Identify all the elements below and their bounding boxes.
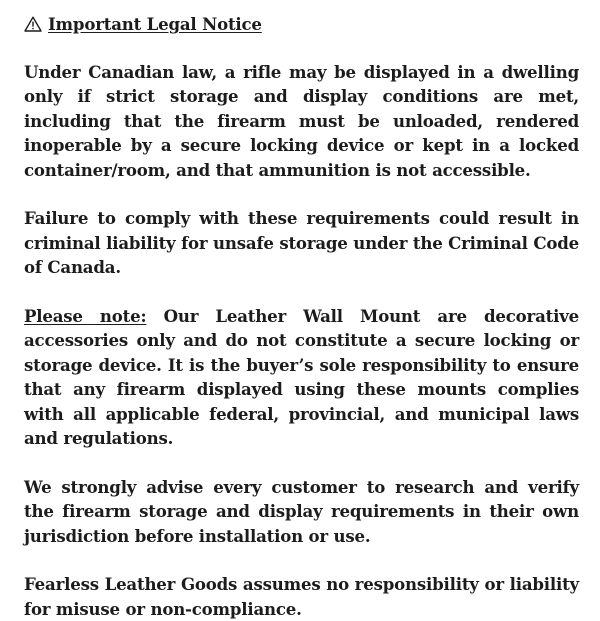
paragraph-failure-to-comply: Failure to comply with these requirements could result in criminal liability for unsafe storage under the Criminal Code of Canada. [24,208,579,278]
paragraph-canadian-law: Under Canadian law, a rifle may be displayed in a dwelling only if strict storage and display conditions are met, including that the firearm must be unloaded, rendered inoperable by a secure locking device or kept in a locked container/room, and that ammunition is not accessible. [24,62,579,180]
paragraph-disclaimer: Fearless Leather Goods assumes no responsibility or liability for misuse or non-compliance. [24,574,579,619]
paragraph-please-note [24,304,579,450]
warning-icon [24,16,42,32]
paragraph-advice: We strongly advise every customer to research and verify the firearm storage and display requirements in their own jurisdiction before installation or use. [24,476,579,546]
please-note-label: Please note: [24,306,147,327]
please-note-body: Our Leather Wall Mount are decorative accessories only and do not constitute a secure locking or storage device. It is the buyer’s sole responsibility to ensure that any firearm displayed using these mounts complies with all applicable federal, provincial, and municipal laws and regulations. [24,306,579,449]
notice-heading [24,12,579,36]
notice-title: Important Legal Notice [48,14,262,34]
legal-notice [24,12,579,621]
